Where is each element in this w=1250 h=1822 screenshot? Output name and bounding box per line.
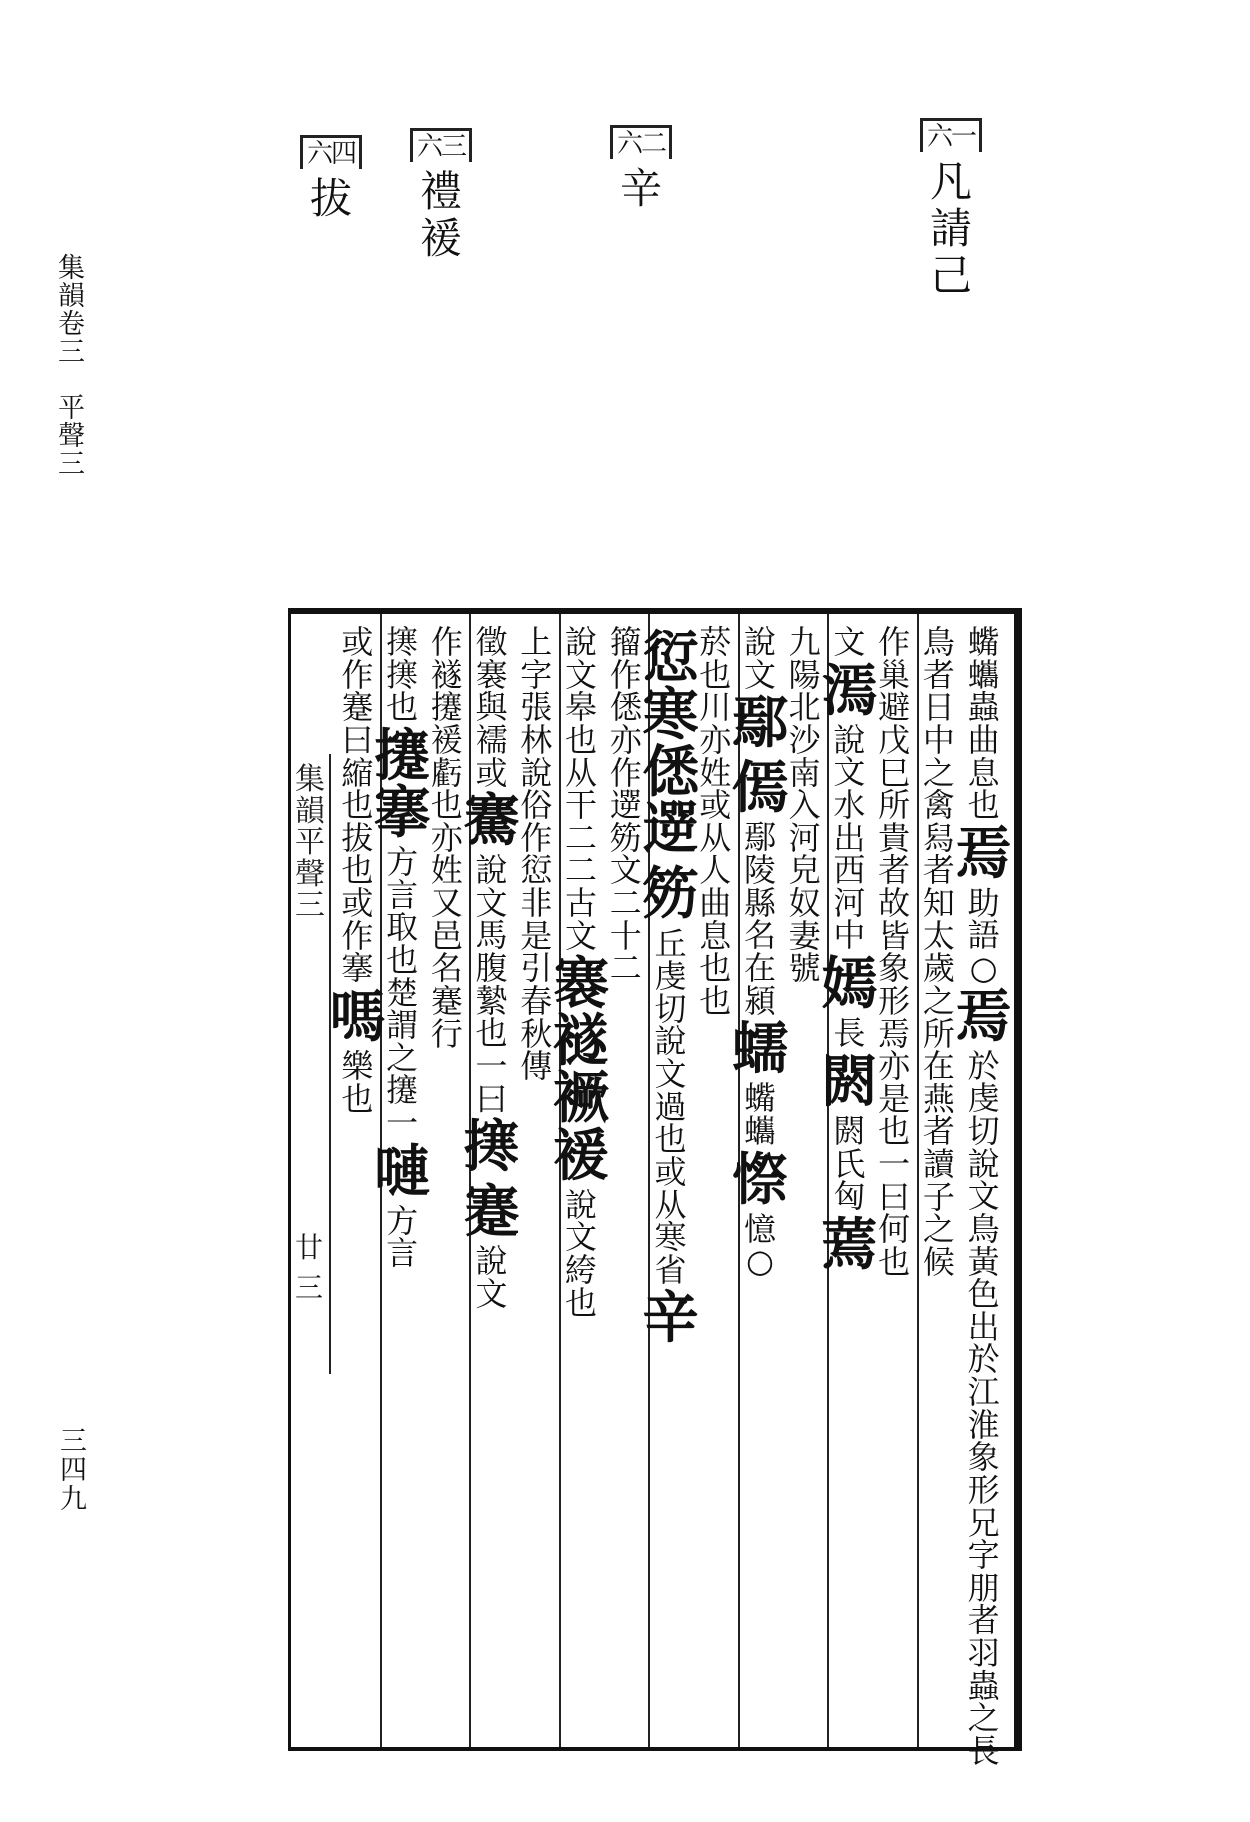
headword: 愆 寒 僁 遻 [642,625,699,863]
gloss: 陽 北 沙 南 入 河 [788,655,821,857]
gloss: 說 文 皋 也 从 干 二 二 古 文 [565,623,598,955]
headword: 蠕 [731,1016,788,1083]
text-column [731,623,788,1281]
headword: 傿 [731,755,788,822]
headword: 㩃 [463,1114,520,1181]
gloss: 方 言 取 也 楚 謂 之 攓 一 [386,843,419,1143]
headword: 嗹 [374,1138,431,1205]
text-column [693,623,738,1020]
text-column [782,623,827,988]
collation-note [610,125,672,212]
gloss: 說 文 [743,623,776,694]
gloss: 蟕 蠵 蟲 曲 息 也 [967,623,1000,825]
woodblock-frame [288,608,1022,1770]
gloss: 說 文 馬 腹 縶 也 一 曰 [475,851,508,1118]
gloss: 憶 ○ [743,1209,776,1281]
note-number: 六二 [610,125,672,159]
gloss: 蟕 蠵 [743,1079,776,1150]
gloss: 九 [788,623,821,661]
block-leaf-number: 廿 三 [294,1231,323,1304]
centre-rule [329,754,331,1374]
gloss: 曲 息 也 [699,884,732,988]
headword: 䇟 [642,861,699,928]
text-column [642,625,699,1352]
gloss: 助 語 [967,883,1000,955]
gloss: 蹇 行 [430,981,463,1053]
gloss: 文 [833,623,866,661]
gloss: 徵 褰 與 襦 或 [475,623,508,792]
gloss: 說 文 水 出 西 河 中 [833,720,866,955]
gloss: 皃 [788,851,821,890]
gloss: 上 字 張 林 說 俗 作 愆 非 是 [520,623,553,955]
gloss: 說 文 [475,1242,508,1314]
note-number: 六三 [410,128,472,162]
gloss: 方 言 [386,1201,419,1273]
note-number: 六一 [920,118,982,152]
gloss: 閼 氏 匈 [833,1111,866,1216]
gloss: 或 作 蹇 [341,623,374,727]
gloss: 說 文 絝 也 [565,1185,598,1322]
text-column [955,623,1012,1770]
headword: 嫣 [821,951,878,1018]
headword: 蹇 [463,1179,520,1246]
gloss: 也 [699,981,732,1020]
gloss: 川 亦 姓 或 从 人 [699,688,732,890]
gloss: 鳥 者 日 中 之 禽 舄 者 知 太 歲 之 所 在 燕 者 讀 子 之 候 [922,623,955,1281]
text-column [603,623,648,988]
gloss: 作 襚 攓 褑 [430,623,463,759]
note-text: 禮 褑 [420,167,463,264]
gloss: 作 巢 避 戊 巳 所 貴 者 故 皆 象 形 焉 亦 是 也 一 曰 何 也 [878,623,911,1281]
note-text: 凡 請 己 [930,157,973,301]
text-column [514,623,559,1086]
note-text: 拔 [310,174,353,224]
gloss: 長 [833,1014,866,1053]
headword: 辛 [642,1285,699,1352]
gloss: ○ [969,949,998,988]
gloss: 㩃 㩃 也 [386,623,419,727]
page-number: 三 四 九 [60,1426,87,1515]
headword: 嗎 [329,983,386,1050]
gloss: 菸 也 [699,623,732,694]
headword: 褰 襚 䙠 褑 [553,951,610,1189]
block-centre-title: 集 韻 平 聲 三 [295,762,325,923]
gloss: 奴 妻 號 [788,884,821,988]
collation-note [920,118,982,299]
headword: 焉 [955,983,1012,1050]
collation-note [300,135,362,222]
text-column [374,623,431,1273]
text-column [872,623,917,1281]
gloss: 於 虔 切 說 文 鳥 黃 色 出 於 江 淮 象 形 兄 字 朋 者 羽 蟲 之 長 [967,1046,1000,1770]
gloss: 丘 虔 切 說 文 過 也 或 从 寒 省 [654,924,687,1289]
note-text: 辛 [620,164,663,214]
text-column [821,623,878,1278]
gloss: 虧 也 亦 姓 又 邑 名 [430,753,463,988]
headword: 憏 [731,1146,788,1213]
headword: 焉 [955,820,1012,887]
text-column [463,623,520,1314]
headword: 騫 [463,788,520,855]
text-column [329,623,386,1118]
gloss: 鄢 陵 縣 名 在 潁 [743,818,776,1020]
headword: 漹 [821,657,878,724]
text-column [424,623,469,1053]
text-column [917,623,962,1281]
headword: 閼 [821,1048,878,1115]
gloss: 籀 作 僁 亦 作 遻 䇟 文 二 十 二 [609,623,642,988]
text-column [553,623,610,1322]
headword: 攓 搴 [374,722,431,846]
gloss: 樂 也 [341,1046,374,1118]
running-header: 集 韻 卷 三 平 聲 三 [58,253,85,480]
gloss: 曰 縮 也 拔 也 或 作 搴 [341,720,374,988]
headword: 蔫 [821,1211,878,1278]
note-number: 六四 [300,135,362,169]
collation-note [410,128,472,262]
headword: 鄢 [731,690,788,757]
gloss: 引 春 秋 傳 [520,949,553,1086]
